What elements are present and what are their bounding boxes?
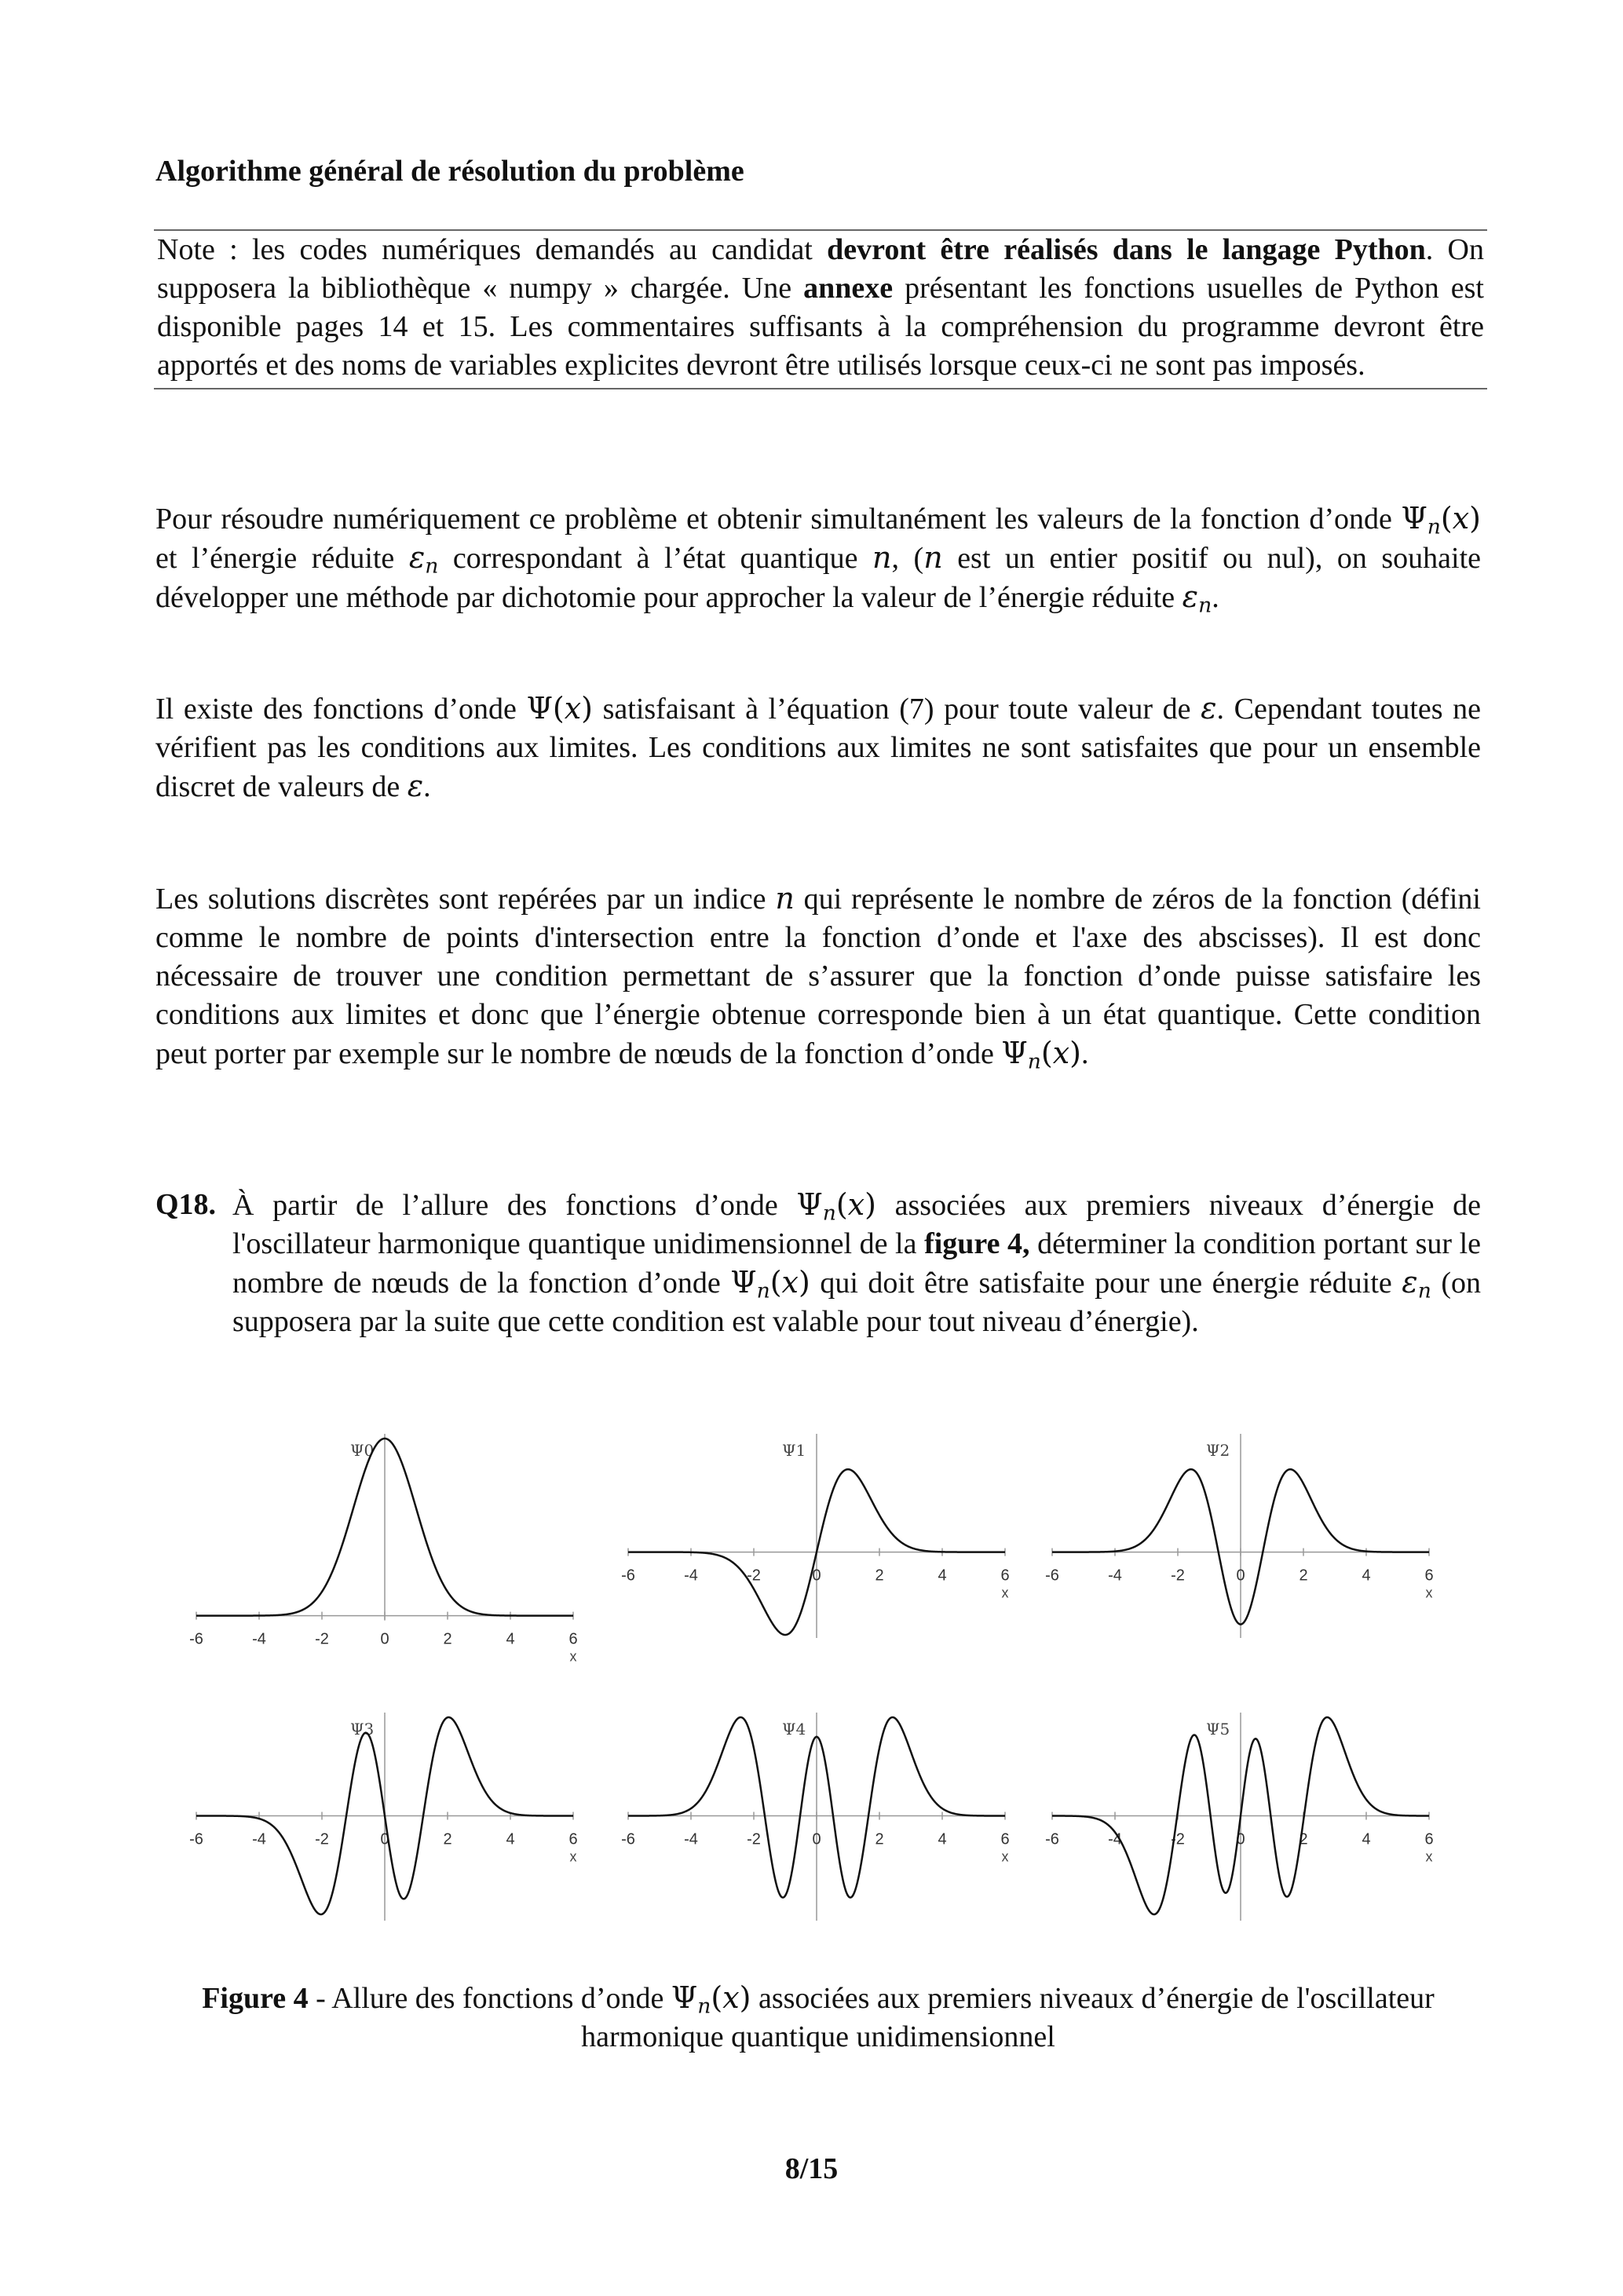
- eps-n-math: $\varepsilon_n$: [408, 540, 439, 579]
- para1-text: , (: [891, 542, 924, 575]
- x-tick-label: 4: [506, 1830, 515, 1848]
- psi-x-math: Ψ(x): [526, 691, 593, 726]
- figure-caption: [155, 1979, 1481, 2057]
- x-tick-label: 0: [1236, 1830, 1245, 1848]
- question-q18: [155, 1186, 1481, 1341]
- psi-n-x-math: $\Psi_n(x)$: [796, 1187, 876, 1226]
- x-axis-label: x: [1001, 1848, 1009, 1865]
- para1-text: .: [1212, 581, 1219, 614]
- x-tick-label: 0: [380, 1630, 389, 1648]
- q18-text: qui doit être satisfaite pour une énergie réduite: [810, 1267, 1402, 1300]
- para2-text: .: [423, 770, 431, 803]
- para1-text: correspondant à l’état quantique: [438, 542, 873, 575]
- q18-text: associées aux premiers niveaux d’énergie de l'oscillateur harmonique quantique unidimensionnel de la: [232, 1189, 1481, 1260]
- wavefunction-plot-psi3: [188, 1708, 581, 1924]
- x-tick-label: 6: [568, 1830, 578, 1848]
- q18-text: (on supposera par la suite que cette condition est valable pour tout niveau d’énergie).: [232, 1267, 1482, 1338]
- x-axis-label: x: [569, 1648, 577, 1665]
- wavefunction-plot-psi1: [620, 1429, 1013, 1641]
- x-tick-label: 4: [938, 1567, 947, 1585]
- plot-svg-psi0: [188, 1429, 581, 1665]
- page-number: 8/15: [784, 2152, 839, 2185]
- y-axis-label: Ψ4: [782, 1720, 806, 1738]
- para3-text: Les solutions discrètes sont repérées par un indice: [155, 883, 776, 916]
- x-tick-label: 0: [812, 1830, 821, 1848]
- caption-label: Figure 4: [202, 1982, 309, 2015]
- wavefunction-plot-psi2: [1044, 1429, 1437, 1641]
- x-tick-label: 2: [875, 1567, 884, 1585]
- para1-text: et l’énergie réduite: [155, 542, 409, 575]
- q18-text: À partir de l’allure des fonctions d’onde: [232, 1189, 797, 1222]
- x-tick-label: 2: [1299, 1830, 1308, 1848]
- x-tick-label: -6: [189, 1630, 203, 1648]
- y-axis-label: Ψ3: [350, 1720, 375, 1738]
- x-tick-label: -2: [315, 1630, 329, 1648]
- wavefunction-plot-psi0: [188, 1429, 581, 1665]
- x-tick-label: -2: [747, 1830, 761, 1848]
- plot-svg-psi1: [620, 1429, 1013, 1641]
- x-tick-label: -6: [621, 1567, 635, 1585]
- para2-text: satisfaisant à l’équation (7) pour toute valeur de: [592, 693, 1201, 726]
- note-bold-annexe: annexe: [803, 272, 894, 305]
- eps-n-math: $\varepsilon_n$: [1402, 1265, 1431, 1303]
- n-math: n: [775, 881, 795, 916]
- eps-math: ε: [407, 769, 424, 803]
- x-tick-label: 0: [380, 1830, 389, 1848]
- x-tick-label: 6: [568, 1630, 578, 1648]
- para1-text: Pour résoudre numériquement ce problème et obtenir simultanément les valeurs de la fonction d’onde: [155, 503, 1402, 536]
- n-math: n: [923, 540, 943, 575]
- x-tick-label: 0: [812, 1567, 821, 1585]
- caption-text: associées aux premiers niveaux d’énergie de l'oscillateur harmonique quantique unidimensionnel: [581, 1982, 1435, 2053]
- caption-text: - Allure des fonctions d’onde: [308, 1982, 671, 2015]
- x-tick-label: -4: [252, 1830, 266, 1848]
- x-axis-label: x: [569, 1848, 577, 1865]
- para1-text: est un entier positif ou nul), on souhaite développer une méthode par dichotomie pour approcher la valeur de l’énergie réduite: [155, 542, 1482, 614]
- para3-text: .: [1080, 1037, 1089, 1070]
- x-tick-label: 2: [875, 1830, 884, 1848]
- x-tick-label: 4: [1362, 1567, 1371, 1585]
- x-tick-label: -4: [1108, 1830, 1122, 1848]
- x-tick-label: 2: [443, 1630, 452, 1648]
- psi-n-x-math: $\Psi_n(x)$: [671, 1980, 751, 2019]
- x-tick-label: -6: [621, 1830, 635, 1848]
- psi-n-x-math: $\Psi_n(x)$: [1401, 501, 1481, 539]
- psi-n-x-math: $\Psi_n(x)$: [1001, 1036, 1081, 1074]
- q18-text: déterminer la condition portant sur le nombre de nœuds de la fonction d’onde: [232, 1227, 1482, 1300]
- plot-svg-psi3: [188, 1708, 581, 1924]
- x-tick-label: 2: [1299, 1567, 1308, 1585]
- paragraph-zeros: [155, 879, 1481, 1073]
- question-label: Q18.: [155, 1188, 217, 1221]
- x-tick-label: -4: [684, 1567, 698, 1585]
- x-tick-label: -6: [1045, 1830, 1059, 1848]
- para2-text: Il existe des fonctions d’onde: [155, 693, 527, 726]
- note-bold-python: devront être réalisés dans le langage Python: [827, 233, 1426, 266]
- plot-svg-psi5: [1044, 1708, 1437, 1924]
- x-axis-label: x: [1001, 1585, 1009, 1601]
- x-tick-label: -2: [315, 1830, 329, 1848]
- y-axis-label: Ψ5: [1206, 1720, 1230, 1738]
- x-tick-label: -2: [747, 1567, 761, 1585]
- plot-svg-psi4: [620, 1708, 1013, 1924]
- paragraph-dichotomy: [155, 499, 1481, 617]
- x-tick-label: 6: [1000, 1567, 1010, 1585]
- x-tick-label: -6: [189, 1830, 203, 1848]
- x-tick-label: 4: [1362, 1830, 1371, 1848]
- eps-math: ε: [1201, 691, 1217, 726]
- eps-n-math: $\varepsilon_n$: [1182, 579, 1212, 618]
- psi-n-x-math: $\Psi_n(x)$: [730, 1265, 810, 1303]
- section-heading: Algorithme général de résolution du problème: [155, 155, 744, 188]
- y-axis-label: Ψ2: [1206, 1441, 1230, 1460]
- wavefunction-plot-psi5: [1044, 1708, 1437, 1924]
- x-tick-label: -4: [684, 1830, 698, 1848]
- x-tick-label: 0: [1236, 1567, 1245, 1585]
- wavefunction-plot-psi4: [620, 1708, 1013, 1924]
- x-tick-label: -4: [1108, 1567, 1122, 1585]
- x-tick-label: 6: [1424, 1567, 1434, 1585]
- note-text-3: présentant les fonctions usuelles de Python est disponible pages 14 et 15. Les commentaires suffisants à la compréhension du programme devront être apportés et des noms de variables explicites devront être utilisés lorsque ceux-ci ne sont pas imposés.: [157, 272, 1484, 382]
- x-axis-label: x: [1425, 1585, 1433, 1601]
- x-tick-label: 2: [443, 1830, 452, 1848]
- note-text-2: . On supposera la bibliothèque « numpy » chargée. Une: [157, 233, 1484, 305]
- x-tick-label: 4: [938, 1830, 947, 1848]
- x-tick-label: 4: [506, 1630, 515, 1648]
- para3-text: qui représente le nombre de zéros de la fonction (défini comme le nombre de points d'intersection entre la fonction d’onde et l'axe des abscisses). Il est donc nécessaire de trouver une condition permettant de s’assurer que la fonction d’onde puisse satisfaire les conditions aux limites et donc que l’énergie obtenue corresponde bien à un état quantique. Cette condition peut porter par exemple sur le nombre de nœuds de la fonction d’onde: [155, 883, 1481, 1070]
- note-box: [154, 229, 1487, 389]
- paragraph-boundary: [155, 689, 1481, 806]
- x-tick-label: -4: [252, 1630, 266, 1648]
- x-tick-label: 6: [1000, 1830, 1010, 1848]
- plot-svg-psi2: [1044, 1429, 1437, 1641]
- q18-bold-figure: figure 4,: [924, 1227, 1030, 1260]
- y-axis-label: Ψ0: [350, 1441, 375, 1460]
- x-tick-label: -2: [1171, 1567, 1185, 1585]
- x-tick-label: 6: [1424, 1830, 1434, 1848]
- x-axis-label: x: [1425, 1848, 1433, 1865]
- n-math: n: [872, 540, 892, 575]
- para2-text: . Cependant toutes ne vérifient pas les conditions aux limites. Les conditions aux limites ne sont satisfaites que pour un ensemble discret de valeurs de: [155, 693, 1482, 803]
- note-text-1: Note : les codes numériques demandés au candidat: [157, 233, 828, 266]
- question-body: [232, 1186, 1481, 1341]
- y-axis-label: Ψ1: [782, 1441, 806, 1460]
- x-tick-label: -2: [1171, 1830, 1185, 1848]
- x-tick-label: -6: [1045, 1567, 1059, 1585]
